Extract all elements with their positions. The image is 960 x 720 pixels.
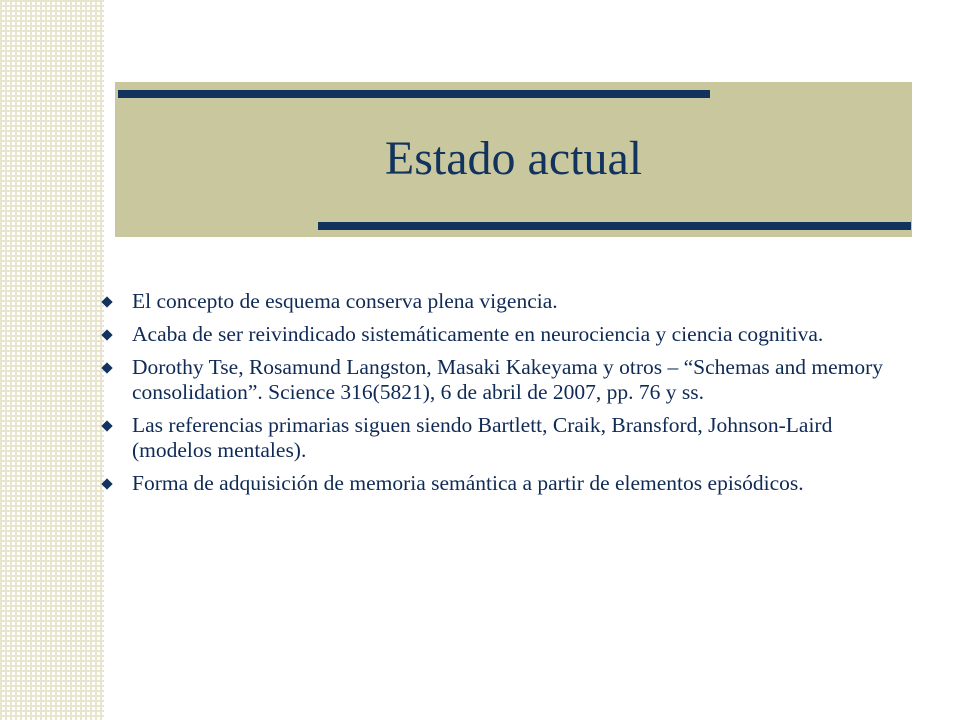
- diamond-bullet-icon: [101, 420, 112, 431]
- bullet-text: Dorothy Tse, Rosamund Langston, Masaki Kakeyama y otros – “Schemas and memory consolidation”. Science 316(5821), 6 de abril de 2007, pp. 76 y ss.: [132, 355, 884, 404]
- bullet-text: Acaba de ser reivindicado sistemáticamente en neurociencia y ciencia cognitiva.: [132, 322, 824, 346]
- bullet-text: Las referencias primarias siguen siendo Bartlett, Craik, Bransford, Johnson-Laird (modelos mentales).: [132, 413, 833, 462]
- diamond-bullet-icon: [101, 362, 112, 373]
- bullet-item: [100, 355, 890, 405]
- title-rule-top: [118, 90, 710, 98]
- diamond-bullet-icon: [101, 329, 112, 340]
- bullet-list: [100, 289, 890, 504]
- slide-title: Estado actual: [384, 132, 643, 185]
- bullet-item: [100, 322, 890, 347]
- bullet-text: El concepto de esquema conserva plena vigencia.: [132, 289, 558, 313]
- title-rule-bottom: [318, 222, 911, 230]
- bullet-item: [100, 413, 890, 463]
- diamond-bullet-icon: [101, 478, 112, 489]
- decorative-stripe-panel: [0, 0, 104, 720]
- diamond-bullet-icon: [101, 296, 112, 307]
- bullet-item: [100, 289, 890, 314]
- bullet-text: Forma de adquisición de memoria semántica a partir de elementos episódicos.: [132, 471, 804, 495]
- bullet-item: [100, 471, 890, 496]
